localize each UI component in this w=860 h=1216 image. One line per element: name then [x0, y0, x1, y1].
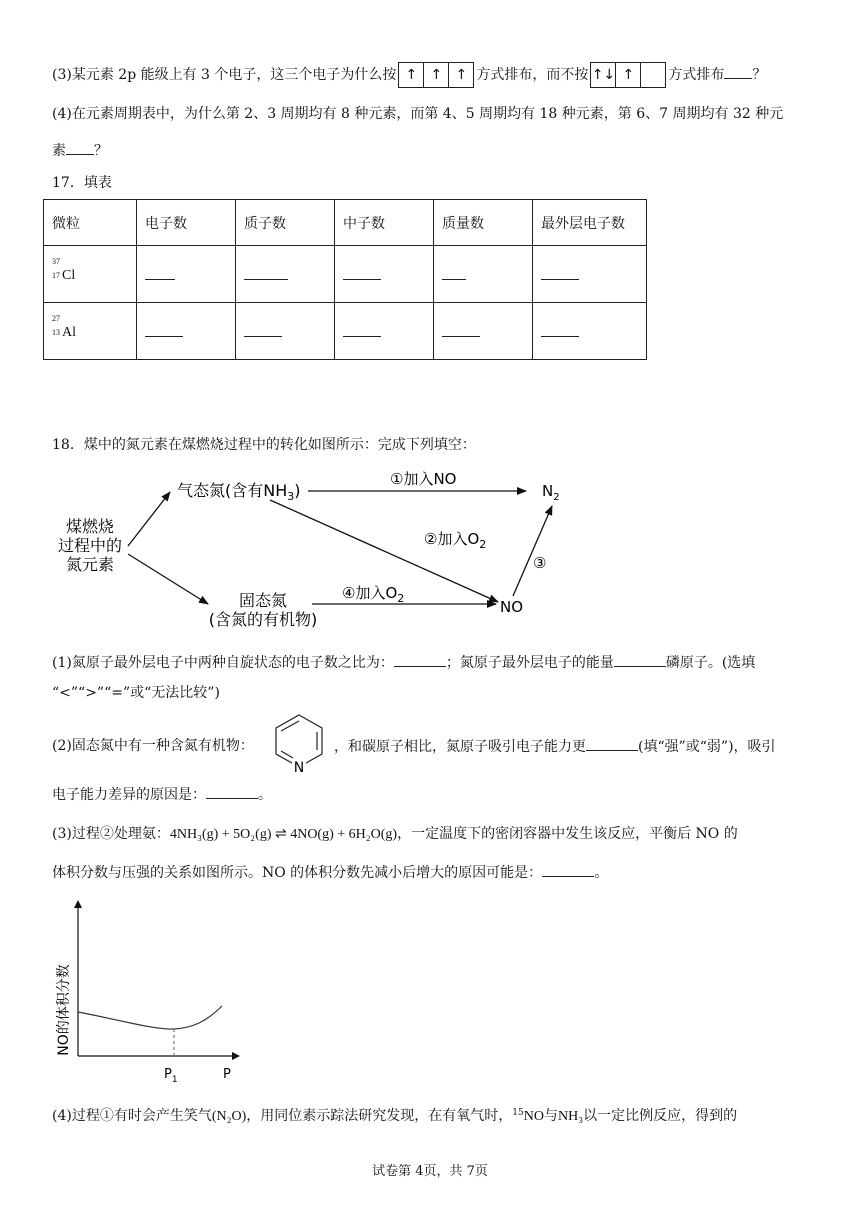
- q18-part4-line1: [52, 1103, 737, 1127]
- answer-blank[interactable]: [343, 322, 381, 337]
- q18-3-text-b: ，一定温度下的密闭容器中发生该反应，平衡后 NO 的: [397, 826, 738, 842]
- table-header-row: [44, 200, 647, 246]
- header-cell: 中子数: [335, 200, 434, 246]
- p1-tick-label: $P_1$: [164, 1067, 178, 1083]
- q18-4-text-a: (4)过程①有时会产生笑气: [52, 1108, 212, 1124]
- answer-cell[interactable]: [434, 246, 533, 303]
- answer-blank[interactable]: [724, 64, 752, 79]
- q18-1-text-c: 磷原子。(选填: [665, 655, 756, 671]
- q18-part1-line1: [52, 652, 755, 673]
- header-cell: 质子数: [236, 200, 335, 246]
- source-label-2: 过程中的: [57, 536, 123, 555]
- orbital-box-parallel: [398, 62, 474, 88]
- answer-blank[interactable]: [541, 265, 579, 280]
- step1-label: ①加入NO: [390, 470, 457, 488]
- pyridine-structure: [268, 710, 330, 776]
- answer-blank[interactable]: [145, 265, 175, 280]
- q16-3-prefix: (3)某元素 2p 能级上有 3 个电子，这三个电子为什么按: [52, 67, 397, 83]
- answer-blank[interactable]: [394, 652, 446, 667]
- answer-cell[interactable]: [236, 246, 335, 303]
- q18-part3-line1: [52, 824, 738, 845]
- atomic-number: 17: [52, 271, 60, 280]
- answer-blank[interactable]: [343, 265, 381, 280]
- header-cell: 微粒: [44, 200, 137, 246]
- period: 。: [594, 865, 609, 881]
- answer-blank[interactable]: [541, 322, 579, 337]
- step3-label: ③: [533, 554, 547, 572]
- answer-cell[interactable]: [335, 246, 434, 303]
- nuclide-symbol: [52, 257, 92, 287]
- orbital-cell: [641, 63, 665, 87]
- pyridine-n-label: N: [293, 760, 305, 776]
- isotope-mass: 15: [512, 1108, 524, 1118]
- element-symbol: Al: [62, 325, 76, 340]
- q18-4-text-c: 与: [543, 1108, 558, 1124]
- question-mark: ？: [94, 143, 108, 159]
- q16-part4-line1: (4)在元素周期表中，为什么第 2、3 周期均有 8 种元素，而第 4、5 周期均有 18 种元素，第 6、7 周期均有 32 种元: [52, 106, 784, 122]
- q17-table: [43, 199, 647, 360]
- answer-cell[interactable]: [533, 246, 647, 303]
- q18-2-text-a: (2)固态氮中有一种含氮有机物：: [52, 738, 254, 754]
- y-axis-label: NO的体积分数: [56, 964, 72, 1056]
- q18-part3-line2: [52, 862, 608, 883]
- n2o-formula: (N₂O): [211, 1109, 247, 1124]
- answer-blank[interactable]: [442, 322, 480, 337]
- answer-cell[interactable]: [335, 303, 434, 360]
- solid-nitrogen-label-2: (含氮的有机物): [208, 610, 318, 629]
- q18-part2-line1b: [334, 736, 776, 757]
- answer-cell[interactable]: [137, 246, 236, 303]
- n2-label: $N_2$: [542, 482, 560, 503]
- answer-blank[interactable]: [244, 265, 288, 280]
- q16-3-mid: 方式排布，而不按: [476, 67, 589, 83]
- q18-2-text-d: 电子能力差异的原因是：: [52, 787, 206, 803]
- answer-blank[interactable]: [542, 862, 594, 877]
- question-mark: ？: [752, 67, 767, 83]
- x-axis-label: P: [223, 1067, 231, 1082]
- arrow-to-gas: [128, 492, 170, 546]
- table-row: [44, 303, 647, 360]
- nitrogen-conversion-diagram: [40, 462, 600, 637]
- orbital-cell: ↑: [424, 63, 449, 87]
- gas-nitrogen-label: 气态氮(含有$NH_3$): [177, 481, 301, 503]
- isotope-symbol: NO: [523, 1109, 544, 1124]
- orbital-cell: ↑: [399, 63, 424, 87]
- q18-3-text-c: 体积分数与压强的关系如图所示。NO 的体积分数先减小后增大的原因可能是：: [52, 865, 543, 881]
- mass-number: 37: [52, 257, 60, 266]
- q18-2-text-b: ，和碳原子相比，氮原子吸引电子能力更: [334, 739, 586, 755]
- q16-part4-line2: [52, 140, 108, 161]
- q18-part2-line1: [52, 736, 254, 756]
- q16-part3: [52, 62, 766, 88]
- q16-4-prefix: 素: [52, 143, 66, 159]
- table-row: [44, 246, 647, 303]
- answer-cell[interactable]: [533, 303, 647, 360]
- answer-blank[interactable]: [614, 652, 666, 667]
- answer-cell[interactable]: [236, 303, 335, 360]
- q18-1-text-a: (1)氮原子最外层电子中两种自旋状态的电子数之比为：: [52, 655, 394, 671]
- nuclide-symbol: [52, 314, 92, 344]
- solid-nitrogen-label-1: 固态氮: [238, 591, 288, 610]
- answer-blank[interactable]: [206, 784, 258, 799]
- header-cell: 电子数: [137, 200, 236, 246]
- reaction-equation: 4NH₃(g) + 5O₂(g) ⇌ 4NO(g) + 6H₂O(g): [169, 827, 398, 842]
- answer-blank[interactable]: [442, 265, 466, 280]
- answer-cell[interactable]: [434, 303, 533, 360]
- q18-4-text-b: ，用同位素示踪法研究发现，在有氧气时，: [246, 1108, 513, 1124]
- element-symbol: Cl: [62, 268, 76, 283]
- q16-3-suffix: 方式排布: [668, 67, 725, 83]
- arrow-to-solid: [128, 554, 208, 604]
- answer-cell[interactable]: [137, 303, 236, 360]
- answer-blank[interactable]: [66, 140, 94, 155]
- q18-4-text-d: 以一定比例反应，得到的: [583, 1108, 738, 1124]
- arrow-step3: [513, 506, 552, 596]
- nh3-formula: NH₃: [557, 1109, 584, 1124]
- page-footer: 试卷第 4页，共 7页: [372, 1164, 488, 1179]
- nuclide-cell: [44, 303, 137, 360]
- q17-title: 17．填表: [52, 175, 112, 191]
- answer-blank[interactable]: [145, 322, 183, 337]
- nuclide-cell: [44, 246, 137, 303]
- header-cell: 质量数: [434, 200, 533, 246]
- orbital-box-paired: [590, 62, 666, 88]
- no-fraction-curve: [78, 1006, 222, 1029]
- step4-label: ④加入$O_2$: [342, 584, 405, 605]
- q18-part1-line2: “<”“>”“=”或“无法比较”): [52, 685, 220, 701]
- header-cell: 最外层电子数: [533, 200, 647, 246]
- q18-3-text-a: (3)过程②处理氨：: [52, 826, 170, 842]
- orbital-cell: ↑↓: [591, 63, 616, 87]
- atomic-number: 13: [52, 328, 60, 337]
- mass-number: 27: [52, 314, 60, 323]
- step2-label: ②加入$O_2$: [424, 530, 487, 551]
- no-fraction-pressure-graph: [50, 898, 250, 1083]
- q18-1-text-b: ；氮原子最外层电子的能量: [445, 655, 614, 671]
- source-label-3: 氮元素: [65, 555, 115, 574]
- no-label: NO: [500, 598, 524, 616]
- answer-blank[interactable]: [586, 736, 638, 751]
- orbital-cell: ↑: [455, 67, 468, 83]
- q18-part2-line2: [52, 784, 272, 805]
- answer-blank[interactable]: [244, 322, 282, 337]
- q18-title: 18．煤中的氮元素在煤燃烧过程中的转化如图所示：完成下列填空：: [52, 437, 476, 453]
- source-label-1: 煤燃烧: [65, 517, 115, 536]
- orbital-cell: ↑: [616, 63, 641, 87]
- q18-2-text-c: (填“强”或“弱”)，吸引: [638, 739, 776, 755]
- period: 。: [258, 787, 272, 803]
